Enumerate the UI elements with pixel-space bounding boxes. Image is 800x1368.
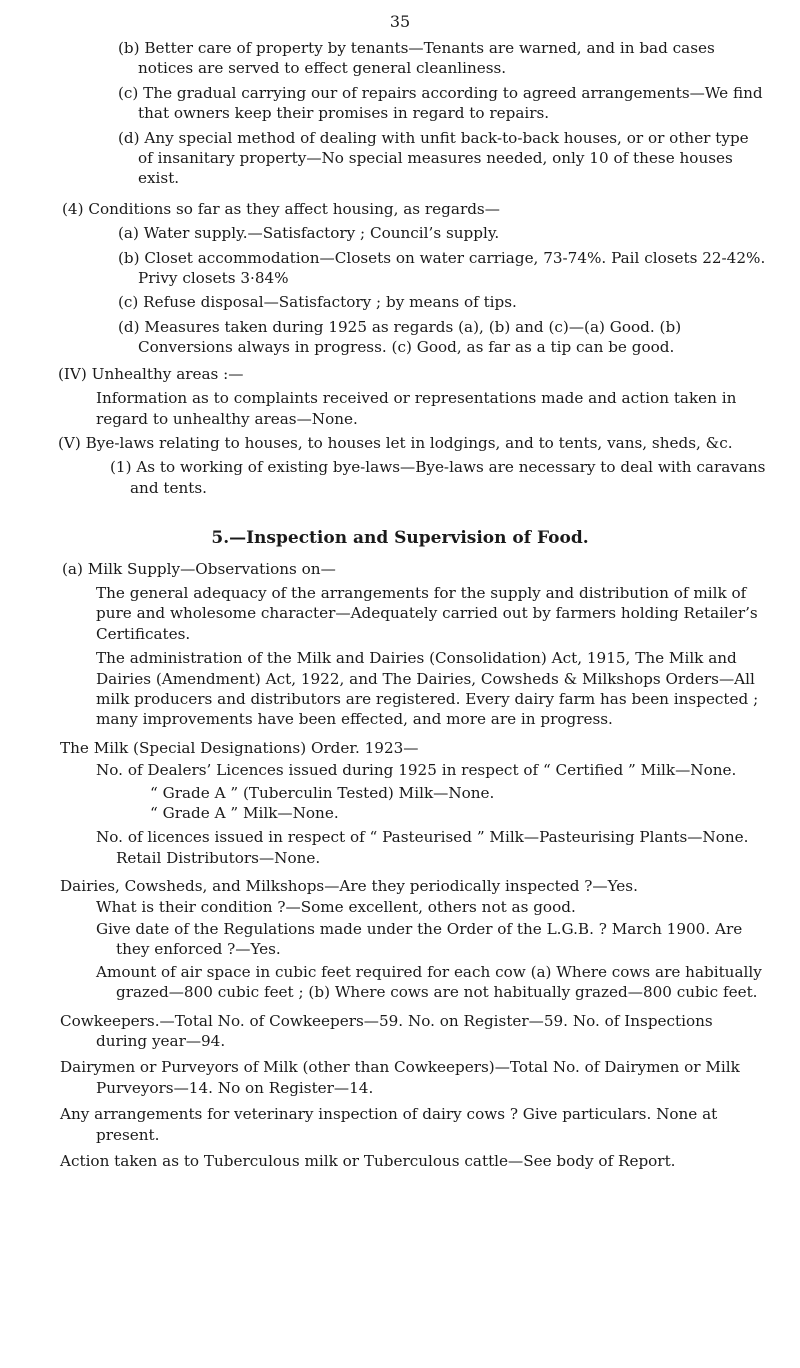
item-a-water-supply: (a) Water supply.—Satisfactory ; Council’s supply. [118,224,500,243]
section-iv-info: Information as to complaints received or representations made and action taken in regard to unhealthy areas—None. [96,389,737,428]
page-content [0,38,800,1178]
dealers-licences: No. of Dealers’ Licences issued during 1925 in respect of “ Certified ” Milk—None. [96,761,737,780]
milk-adequacy: The general adequacy of the arrangements for the supply and distribution of milk of pure and wholesome character—Adequately carried out by farmers holding Retailer’s Certificates. [96,583,758,643]
dairies-regulations: Give date of the Regulations made under the Order of the L.G.B. ? March 1900. Are they enforced ?—Yes. [96,920,743,959]
section-v-byelaws: (V) Bye-laws relating to houses, to houses let in lodgings, and to tents, vans, sheds, &c. [58,433,733,452]
item-4-conditions: (4) Conditions so far as they affect housing, as regards— [62,199,500,218]
item-d-special-method: (d) Any special method of dealing with unfit back-to-back houses, or or other type of insanitary property—No special measures needed, only 10 of these houses exist. [118,128,749,188]
item-c-gradual-repairs: (c) The gradual carrying our of repairs according to agreed arrangements—We find that owners keep their promises in regard to repairs. [118,83,763,123]
item-b-better-care: (b) Better care of property by tenants—Tenants are warned, and in bad cases notices are served to effect general cleanliness. [118,39,715,78]
veterinary-inspection: Any arrangements for veterinary inspection of dairy cows ? Give particulars. None at present. [60,1105,718,1144]
item-c-refuse-disposal: (c) Refuse disposal—Satisfactory ; by means of tips. [118,293,517,312]
section-v-item-1: (1) As to working of existing bye-laws—Bye-laws are necessary to deal with caravans and tents. [110,458,766,497]
dairies-inspected: Dairies, Cowsheds, and Milkshops—Are they periodically inspected ?—Yes. [60,877,638,896]
tuberculous-action: Action taken as to Tuberculous milk or Tuberculous cattle—See body of Report. [60,1152,676,1171]
pasteurised-licences: No. of licences issued in respect of “ Pasteurised ” Milk—Pasteurising Plants—None. Retail Distributors—None. [96,828,749,867]
item-d-measures-taken: (d) Measures taken during 1925 as regards (a), (b) and (c)—(a) Good. (b) Conversions always in progress. (c) Good, as far as a tip can be good. [118,317,682,357]
cowkeepers: Cowkeepers.—Total No. of Cowkeepers—59. No. on Register—59. No. of Inspections during year—94. [60,1011,713,1051]
section-iv-heading: (IV) Unhealthy areas :— [58,364,244,383]
grade-a-tuberculin: “ Grade A ” (Tuberculin Tested) Milk—None. [150,783,495,802]
milk-supply-heading: (a) Milk Supply—Observations on— [62,559,336,578]
item-b-closet-accommodation: (b) Closet accommodation—Closets on water carriage, 73-74%. Pail closets 22-42%. Privy closets 3·84% [118,248,766,288]
air-space: Amount of air space in cubic feet required for each cow (a) Where cows are habitually grazed—800 cubic feet ; (b) Where cows are not habitually grazed—800 cubic feet. [96,962,762,1002]
page-number: 35 [389,12,411,31]
dairies-condition: What is their condition ?—Some excellent, others not as good. [96,897,576,916]
special-designations-heading: The Milk (Special Designations) Order. 1923— [60,738,419,757]
dairymen: Dairymen or Purveyors of Milk (other than Cowkeepers)—Total No. of Dairymen or Milk Purveyors—14. No on Register—14. [60,1058,740,1097]
grade-a-milk: “ Grade A ” Milk—None. [150,804,339,822]
milk-administration: The administration of the Milk and Dairies (Consolidation) Act, 1915, The Milk and Dairies (Amendment) Act, 1922, and The Dairies, Cowsheds & Milkshops Orders—All milk producers and distributors are registered. Every dairy farm has been inspected ; many improvements have been effected, and more are in progress. [96,649,759,729]
food-section-heading: 5.—Inspection and Supervision of Food. [211,528,589,549]
